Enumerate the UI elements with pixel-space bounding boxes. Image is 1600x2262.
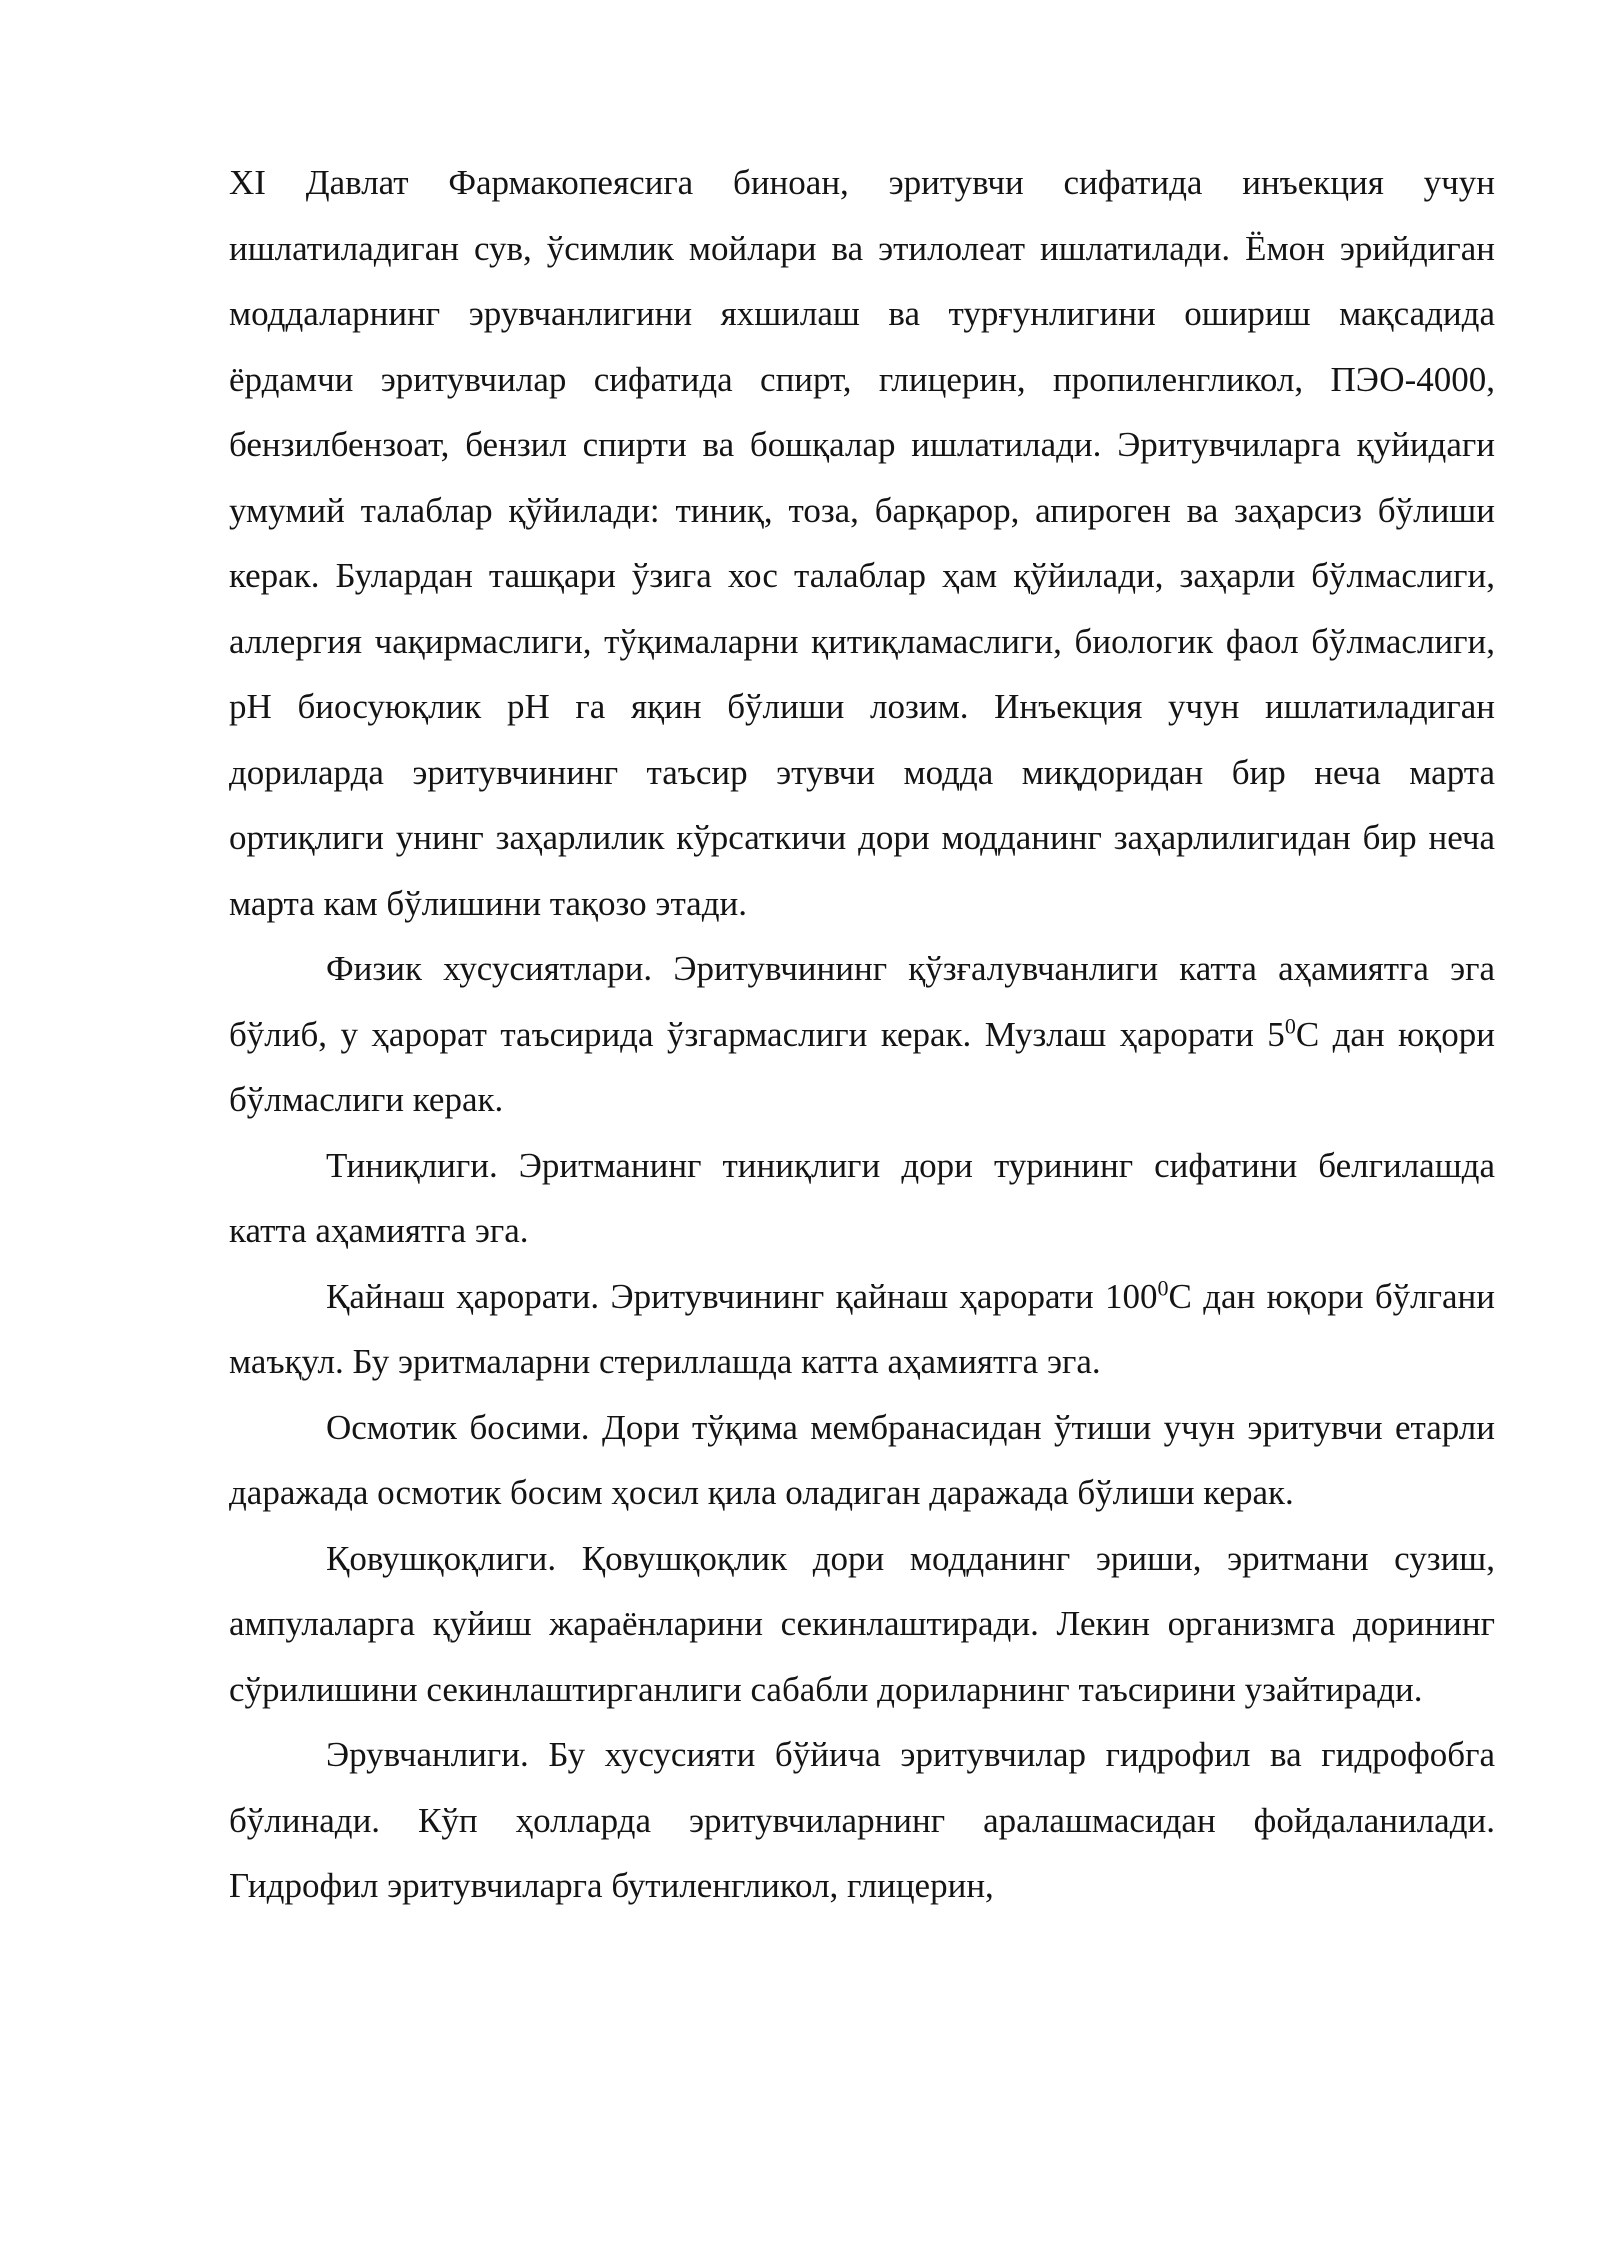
paragraph-solvents-intro: XI Давлат Фармакопеясига биноан, эритувчи сифатида инъекция учун ишлатиладиган сув, ўсимлик мойлари ва этилолеат ишлатилади. Ёмон эрийдиган моддаларнинг эрувчанлигини яхшилаш ва турғунлигини ошириш мақсадида ёрдамчи эритувчилар сифатида спирт, глицерин, пропиленгликол, ПЭО-4000, бензилбензоат, бензил спирти ва бошқалар ишлатилади. Эритувчиларга қуйидаги умумий талаблар қўйилади: тиниқ, тоза, барқарор, апироген ва заҳарсиз бўлиши керак. Булардан ташқари ўзига хос талаблар ҳам қўйилади, заҳарли бўлмаслиги, аллергия чақирмаслиги, тўқималарни қитиқламаслиги, биологик фаол бўлмаслиги, pH биосуюқлик pH га яқин бўлиши лозим. Инъекция учун ишлатиладиган дориларда эритувчининг таъсир этувчи модда миқдоридан бир неча марта ортиқлиги унинг заҳарлилик кўрсаткичи дори модданинг заҳарлилигидан бир неча марта кам бўлишини тақозо этади. (229, 163, 1495, 923)
paragraph-solubility: Эрувчанлиги. Бу хусусияти бўйича эритувчилар гидрофил ва гидрофобга бўлинади. Кўп ҳолларда эритувчиларнинг аралашмасидан фойдаланилади. Гидрофил эритувчиларга бутиленгликол, глицерин, (229, 1735, 1495, 1905)
degree-superscript: 0 (1157, 1274, 1169, 1300)
document-page (229, 150, 1495, 1919)
paragraph-boiling-point (229, 1264, 1495, 1395)
boiling-point-text-end: С дан юқори бўлгани маъқул. Бу эритмаларни стериллашда катта аҳамиятга эга. (229, 1276, 1495, 1381)
paragraph-clarity: Тиниқлиги. Эритманинг тиниқлиги дори турининг сифатини белгилашда катта аҳамиятга эга. (229, 1145, 1495, 1250)
paragraph-physical-properties (229, 936, 1495, 1133)
physical-properties-text-end: С дан юқори бўлмаслиги керак. (229, 1014, 1495, 1119)
degree-superscript: 0 (1284, 1012, 1296, 1038)
paragraph-viscosity: Қовушқоқлиги. Қовушқоқлик дори модданинг эриши, эритмани сузиш, ампулаларга қуйиш жараёнларини секинлаштиради. Лекин организмга дорининг сўрилишини секинлаштирганлиги сабабли дориларнинг таъсирини узайтиради. (229, 1538, 1495, 1709)
physical-properties-text: Физик хусусиятлари. Эритувчининг қўзғалувчанлиги катта аҳамиятга эга бўлиб, у ҳарорат таъсирида ўзгармаслиги керак. Музлаш ҳарорати 5 (229, 949, 1495, 1054)
paragraph-osmotic-pressure: Осмотик босими. Дори тўқима мембранасидан ўтиши учун эритувчи етарли даражада осмотик босим ҳосил қила оладиган даражада бўлиши керак. (229, 1407, 1495, 1512)
boiling-point-text: Қайнаш ҳарорати. Эритувчининг қайнаш ҳарорати 100 (326, 1276, 1158, 1316)
